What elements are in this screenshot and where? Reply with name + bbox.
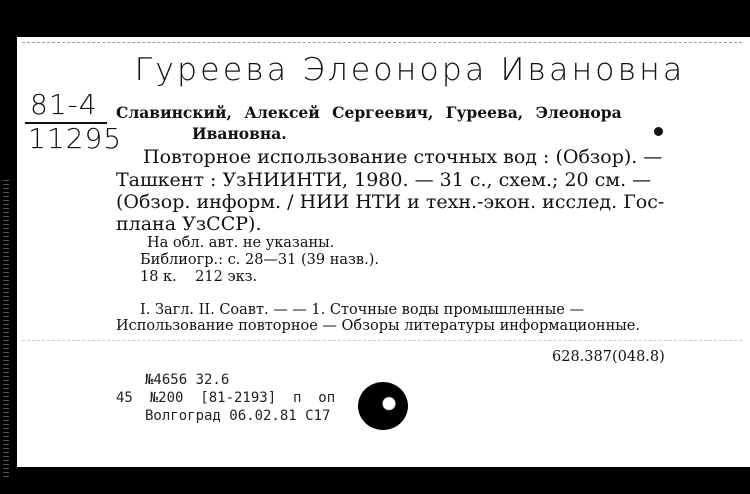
note-line-2: Библиогр.: с. 28—31 (39 назв.). <box>140 252 379 268</box>
card-top-edge <box>22 42 742 43</box>
tracing-line-1: I. Загл. II. Соавт. — — 1. Сточные воды промышленные — <box>140 302 584 318</box>
tracing-line-2: Использование повторное — Обзоры литературы информационные. <box>116 318 640 334</box>
stamp-line-3: Волгоград 06.02.81 С17 <box>145 408 331 424</box>
body-line-2: Ташкент : УзНИИНТИ, 1980. — 31 с., схем.; 20 см. — <box>116 169 652 191</box>
note-line-1: На обл. авт. не указаны. <box>147 235 335 251</box>
note-line-3: 18 к. 212 экз. <box>140 269 258 285</box>
stamp-line-1: №4656 32.6 <box>145 372 230 388</box>
stamp-line-2: 45 №200 [81-2193] п оп <box>116 390 336 406</box>
handwritten-shelf-bottom: 11295 <box>28 122 123 155</box>
scan-border-left <box>0 0 17 494</box>
card-divider <box>22 340 742 341</box>
heading-line-1: Славинский, Алексей Сергеевич, Гуреева, Элеонора <box>116 103 622 122</box>
heading-line-2: Ивановна. <box>192 124 287 143</box>
ink-dot <box>654 127 663 136</box>
classification-code: 628.387(048.8) <box>552 349 665 365</box>
body-line-3: (Обзор. информ. / НИИ НТИ и техн.-экон. исслед. Гос- <box>116 191 665 213</box>
punch-hole <box>358 382 408 430</box>
handwritten-author-name: Гуреева Элеонора Ивановна <box>134 52 686 88</box>
body-line-1: Повторное использование сточных вод : (Обзор). — <box>143 146 663 168</box>
handwritten-shelf-top: 81-4 <box>30 88 98 121</box>
body-line-4: плана УзССР). <box>116 213 262 235</box>
